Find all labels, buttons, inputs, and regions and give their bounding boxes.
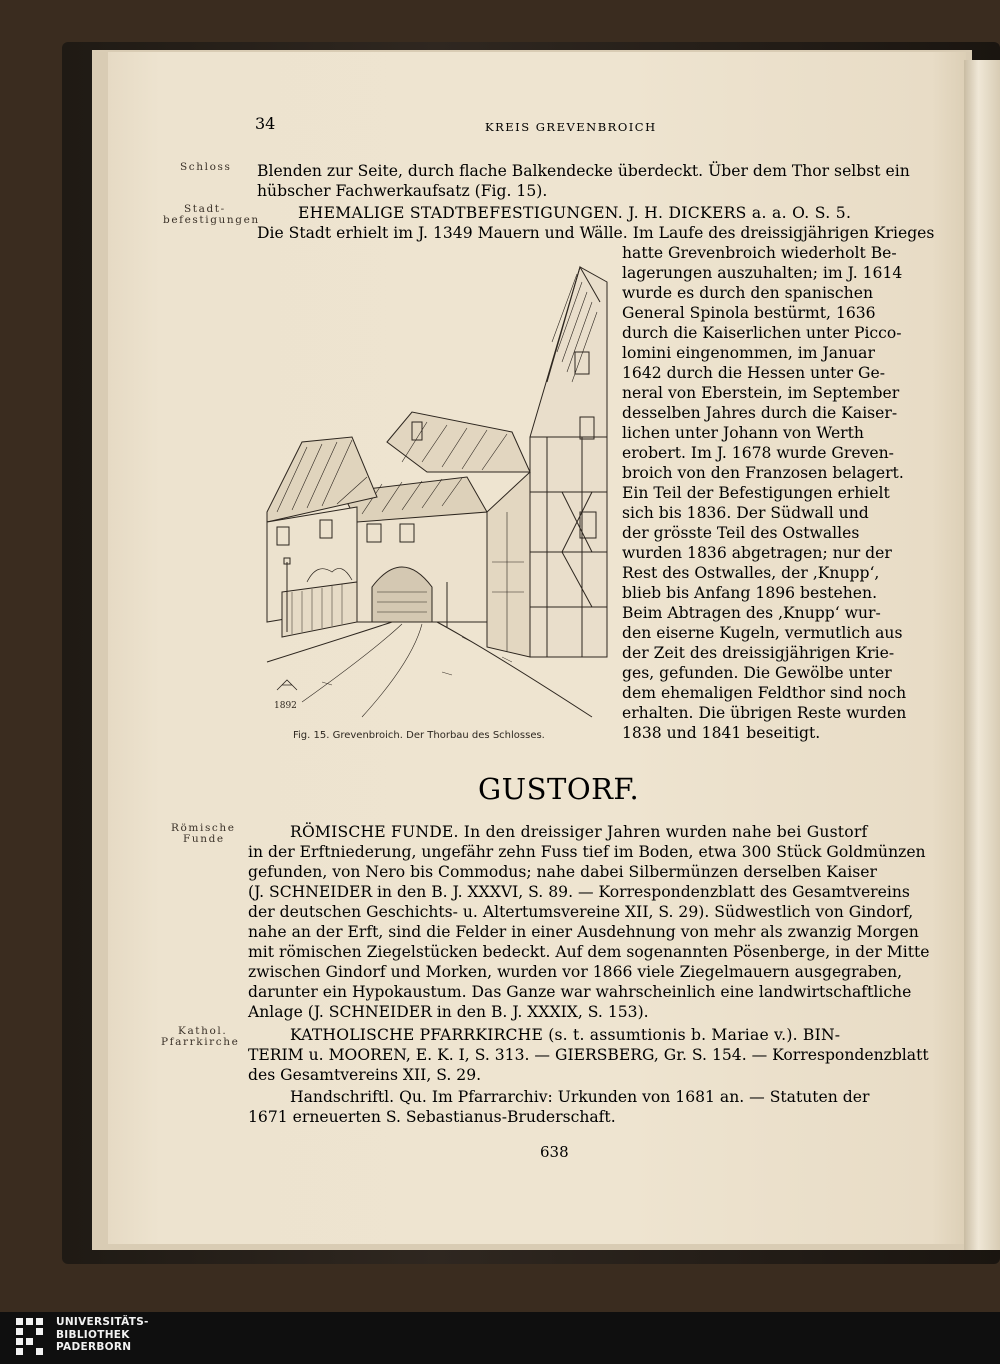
- library-logo-icon: [14, 1316, 46, 1360]
- text-line: der deutschen Geschichts- u. Altertumsvereine XII, S. 29). Südwestlich von Gindorf,: [248, 903, 914, 921]
- figure-signature-year: 1892: [274, 701, 297, 711]
- text-line: desselben Jahres durch die Kaiser-: [622, 404, 898, 422]
- text-line: hatte Grevenbroich wiederholt Be-: [622, 244, 897, 262]
- text-line: General Spinola bestürmt, 1636: [622, 304, 876, 322]
- text-line: gefunden, von Nero bis Commodus; nahe dabei Silbermünzen derselben Kaiser: [248, 863, 877, 881]
- text-line: dem ehemaligen Feldthor sind noch: [622, 684, 907, 702]
- text-line: erobert. Im J. 1678 wurde Greven-: [622, 444, 894, 462]
- text-line: Anlage (J. SCHNEIDER in den B. J. XXXIX, S. 153).: [248, 1003, 649, 1021]
- text-line: Ein Teil der Befestigungen erhielt: [622, 484, 890, 502]
- text-line: des Gesamtvereins XII, S. 29.: [248, 1066, 482, 1084]
- text-line: erhalten. Die übrigen Reste wurden: [622, 704, 907, 722]
- text-line: Die Stadt erhielt im J. 1349 Mauern und Wälle. Im Laufe des dreissigjährigen Krieges: [257, 224, 935, 242]
- text-line: 1671 erneuerten S. Sebastianus-Bruderschaft.: [248, 1108, 616, 1126]
- margin-note-befestigungen: befestigungen: [163, 214, 260, 226]
- logo-line: BIBLIOTHEK: [56, 1328, 130, 1341]
- text-line: den eiserne Kugeln, vermutlich aus: [622, 624, 903, 642]
- text-line: neral von Eberstein, im September: [622, 384, 900, 402]
- text-line: hübscher Fachwerkaufsatz (Fig. 15).: [257, 182, 548, 200]
- running-title: KREIS GREVENBROICH: [485, 120, 657, 134]
- text-line: blieb bis Anfang 1896 bestehen.: [622, 584, 878, 602]
- figure-caption: Fig. 15. Grevenbroich. Der Thorbau des Schlosses.: [293, 730, 545, 741]
- text-line: nahe an der Erft, sind die Felder in einer Ausdehnung von mehr als zwanzig Morgen: [248, 923, 919, 941]
- text-line: der Zeit des dreissigjährigen Krie-: [622, 644, 895, 662]
- logo-line: UNIVERSITÄTS-: [56, 1316, 149, 1328]
- text-line: zwischen Gindorf und Morken, wurden vor 1866 viele Ziegelmauern ausgegraben,: [248, 963, 903, 981]
- text-line: ges, gefunden. Die Gewölbe unter: [622, 664, 892, 682]
- text-line: 1642 durch die Hessen unter Ge-: [622, 364, 886, 382]
- margin-note-roemische: Römische: [171, 822, 236, 834]
- text-line: broich von den Franzosen belagert.: [622, 464, 904, 482]
- logo-line: PADERBORN: [56, 1341, 132, 1353]
- text-line: in der Erftniederung, ungefähr zehn Fuss tief im Boden, etwa 300 Stück Goldmünzen: [248, 843, 926, 861]
- text-line: lagerungen auszuhalten; im J. 1614: [622, 264, 903, 282]
- text-line: mit römischen Ziegelstücken bedeckt. Auf dem sogenannten Pösenberge, in der Mitte: [248, 943, 930, 961]
- text-line: Beim Abtragen des ‚Knupp‘ wur-: [622, 604, 881, 622]
- margin-note-pfarrkirche: Pfarrkirche: [161, 1036, 240, 1048]
- heading-stadtbefestigungen: EHEMALIGE STADTBEFESTIGUNGEN. J. H. DICKERS a. a. O. S. 5.: [298, 204, 852, 222]
- text-line: wurden 1836 abgetragen; nur der: [622, 544, 892, 562]
- text-line: 1838 und 1841 beseitigt.: [622, 724, 821, 742]
- margin-note-funde: Funde: [183, 833, 225, 845]
- footer-page-number: 638: [540, 1143, 569, 1161]
- text-line: (J. SCHNEIDER in den B. J. XXXVI, S. 89. — Korrespondenzblatt des Gesamtvereins: [248, 883, 910, 901]
- text-line: wurde es durch den spanischen: [622, 284, 873, 302]
- text-line: TERIM u. MOOREN, E. K. I, S. 313. — GIERSBERG, Gr. S. 154. — Korrespondenzblatt: [248, 1046, 929, 1064]
- margin-note-schloss: Schloss: [180, 161, 232, 173]
- section-title-gustorf: GUSTORF.: [478, 772, 640, 806]
- paragraph-handschriftl: Handschriftl. Qu. Im Pfarrarchiv: Urkunden von 1681 an. — Statuten der: [290, 1088, 870, 1106]
- text-line: lomini eingenommen, im Januar: [622, 344, 875, 362]
- text-line: lichen unter Johann von Werth: [622, 424, 864, 442]
- library-logo-text: [56, 1316, 149, 1354]
- figure-thorbau-drawing: [262, 262, 612, 722]
- library-logo-bar: [0, 1312, 1000, 1364]
- text-line: Rest des Ostwalles, der ‚Knupp‘,: [622, 564, 880, 582]
- text-line: der grösste Teil des Ostwalles: [622, 524, 860, 542]
- margin-note-kathol: Kathol.: [178, 1025, 228, 1037]
- text-line: darunter ein Hypokaustum. Das Ganze war wahrscheinlich eine landwirtschaftliche: [248, 983, 912, 1001]
- facing-page-edge: [964, 60, 1000, 1250]
- paragraph-katholische-pfarrkirche: KATHOLISCHE PFARRKIRCHE (s. t. assumtionis b. Mariae v.). BIN-: [290, 1026, 841, 1044]
- page-number: 34: [255, 114, 276, 133]
- margin-note-stadt: Stadt-: [184, 203, 226, 215]
- text-line: Blenden zur Seite, durch flache Balkendecke überdeckt. Über dem Thor selbst ein: [257, 162, 910, 180]
- text-line: sich bis 1836. Der Südwall und: [622, 504, 869, 522]
- paragraph-roemische-funde: RÖMISCHE FUNDE. In den dreissiger Jahren wurden nahe bei Gustorf: [290, 823, 868, 841]
- text-line: durch die Kaiserlichen unter Picco-: [622, 324, 902, 342]
